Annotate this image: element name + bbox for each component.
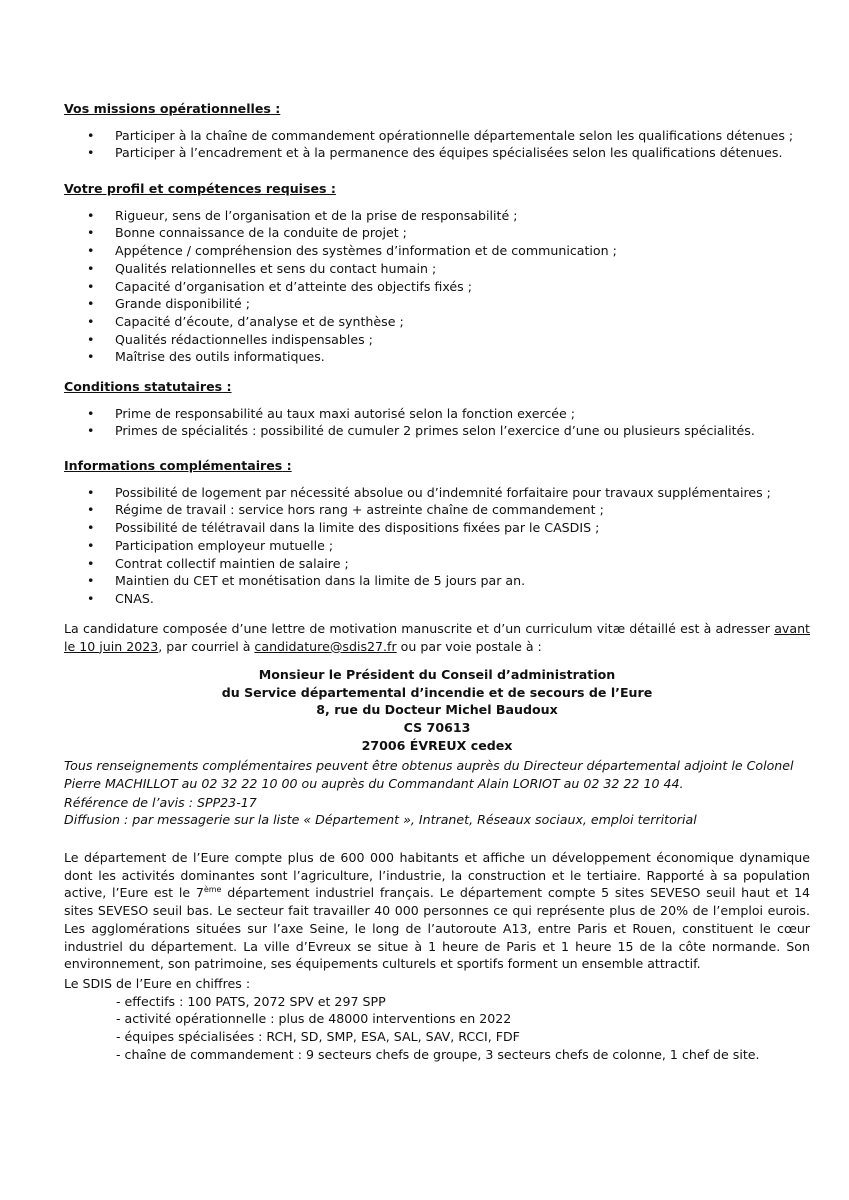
figures-title: Le SDIS de l’Eure en chiffres :: [64, 976, 251, 991]
list-item: - activité opérationnelle : plus de 48000 interventions en 2022: [116, 1011, 512, 1027]
list-item: • Grande disponibilité ;: [64, 295, 810, 313]
list-item: • Possibilité de télétravail dans la limite des dispositions fixées par le CASDIS ;: [64, 519, 810, 537]
conditions-list: [64, 405, 810, 440]
list-item: • Primes de spécialités : possibilité de cumuler 2 primes selon l’exercice d’une ou plusieurs spécialités.: [64, 422, 810, 440]
address-line: CS 70613: [403, 720, 471, 736]
sdis-figures: [64, 975, 810, 1064]
list-item: • Maîtrise des outils informatiques.: [64, 348, 810, 366]
list-item: • Capacité d’écoute, d’analyse et de synthèse ;: [64, 313, 810, 331]
email-link[interactable]: candidature@sdis27.fr: [254, 638, 397, 654]
list-item: - équipes spécialisées : RCH, SD, SMP, ESA, SAL, SAV, RCCI, FDF: [116, 1029, 520, 1045]
section-profil: [64, 180, 810, 366]
list-item: • Qualités rédactionnelles indispensables ;: [64, 331, 810, 349]
list-item: • Participation employeur mutuelle ;: [64, 537, 810, 555]
diffusion: Diffusion : par messagerie sur la liste « Département », Intranet, Réseaux sociaux, emploi territorial: [64, 812, 697, 827]
section-heading: Votre profil et compétences requises :: [64, 181, 336, 196]
address-line: 8, rue du Docteur Michel Baudoux: [316, 702, 558, 718]
profil-list: [64, 207, 810, 366]
section-heading: Informations complémentaires :: [64, 458, 292, 473]
reference: Référence de l’avis : SPP23-17: [64, 795, 257, 810]
candidature-paragraph: La candidature composée d’une lettre de motivation manuscrite et d’un curriculum vitæ détaillé est à adresser avant le 10 juin 2023, par courriel à candidature@sdis27.fr ou par voie postale à :: [64, 621, 810, 654]
address-line: Monsieur le Président du Conseil d’administration: [258, 667, 616, 682]
list-item: • Bonne connaissance de la conduite de projet ;: [64, 224, 810, 242]
figures-list: [64, 993, 810, 1064]
list-item: • Possibilité de logement par nécessité absolue ou d’indemnité forfaitaire pour travaux supplémentaires ;: [64, 484, 810, 502]
section-heading: Conditions statutaires :: [64, 379, 232, 394]
section-conditions: [64, 378, 810, 440]
list-item: • CNAS.: [64, 590, 810, 608]
postal-address: [64, 666, 810, 755]
department-description: Le département de l’Eure compte plus de 600 000 habitants et affiche un développement économique dynamique dont les activités dominantes sont l’agriculture, l’industrie, la construction et le tertiaire. Rapporté à sa population active, l’Eure est le 7ème département industriel français. Le département compte 5 sites SEVESO seuil haut et 14 sites SEVESO seuil bas. Le secteur fait travailler 40 000 personnes ce qui représente plus de 20% de l’emploi eurois. Les agglomérations situées sur l’axe Seine, le long de l’autoroute A13, entre Paris et Rouen, constituent le cœur industriel du département. La ville d’Evreux se situe à 1 heure de Paris et 1 heure 15 de la côte normande. Son environnement, son patrimoine, ses équipements culturels et sportifs forment un ensemble attractif.: [64, 850, 810, 972]
list-item: • Capacité d’organisation et d’atteinte des objectifs fixés ;: [64, 278, 810, 296]
section-missions: [64, 100, 810, 162]
section-infos: [64, 457, 810, 608]
list-item: • Participer à l’encadrement et à la permanence des équipes spécialisées selon les qualifications détenues.: [64, 144, 810, 162]
list-item: • Rigueur, sens de l’organisation et de la prise de responsabilité ;: [64, 207, 810, 225]
list-item: • Qualités relationnelles et sens du contact humain ;: [64, 260, 810, 278]
infos-list: [64, 484, 810, 608]
list-item: - chaîne de commandement : 9 secteurs chefs de groupe, 3 secteurs chefs de colonne, 1 chef de site.: [116, 1046, 760, 1062]
address-line: du Service départemental d’incendie et de secours de l’Eure: [221, 684, 653, 700]
contact-info: Tous renseignements complémentaires peuvent être obtenus auprès du Directeur départemental adjoint le Colonel Pierre MACHILLOT au 02 32 22 10 00 ou auprès du Commandant Alain LORIOT au 02 32 22 10 44.: [64, 758, 794, 791]
list-item: • Appétence / compréhension des systèmes d’information et de communication ;: [64, 242, 810, 260]
list-item: • Participer à la chaîne de commandement opérationnelle départementale selon les qualifications détenues ;: [64, 127, 810, 145]
address-line: 27006 ÉVREUX cedex: [361, 737, 513, 753]
list-item: • Contrat collectif maintien de salaire ;: [64, 555, 810, 573]
list-item: - effectifs : 100 PATS, 2072 SPV et 297 SPP: [116, 993, 386, 1009]
missions-list: [64, 127, 810, 162]
list-item: • Maintien du CET et monétisation dans la limite de 5 jours par an.: [64, 572, 810, 590]
list-item: • Régime de travail : service hors rang + astreinte chaîne de commandement ;: [64, 501, 810, 519]
deadline-date: avant le 10 juin 2023: [64, 621, 810, 654]
section-heading: Vos missions opérationnelles :: [64, 101, 281, 116]
list-item: • Prime de responsabilité au taux maxi autorisé selon la fonction exercée ;: [64, 405, 810, 423]
